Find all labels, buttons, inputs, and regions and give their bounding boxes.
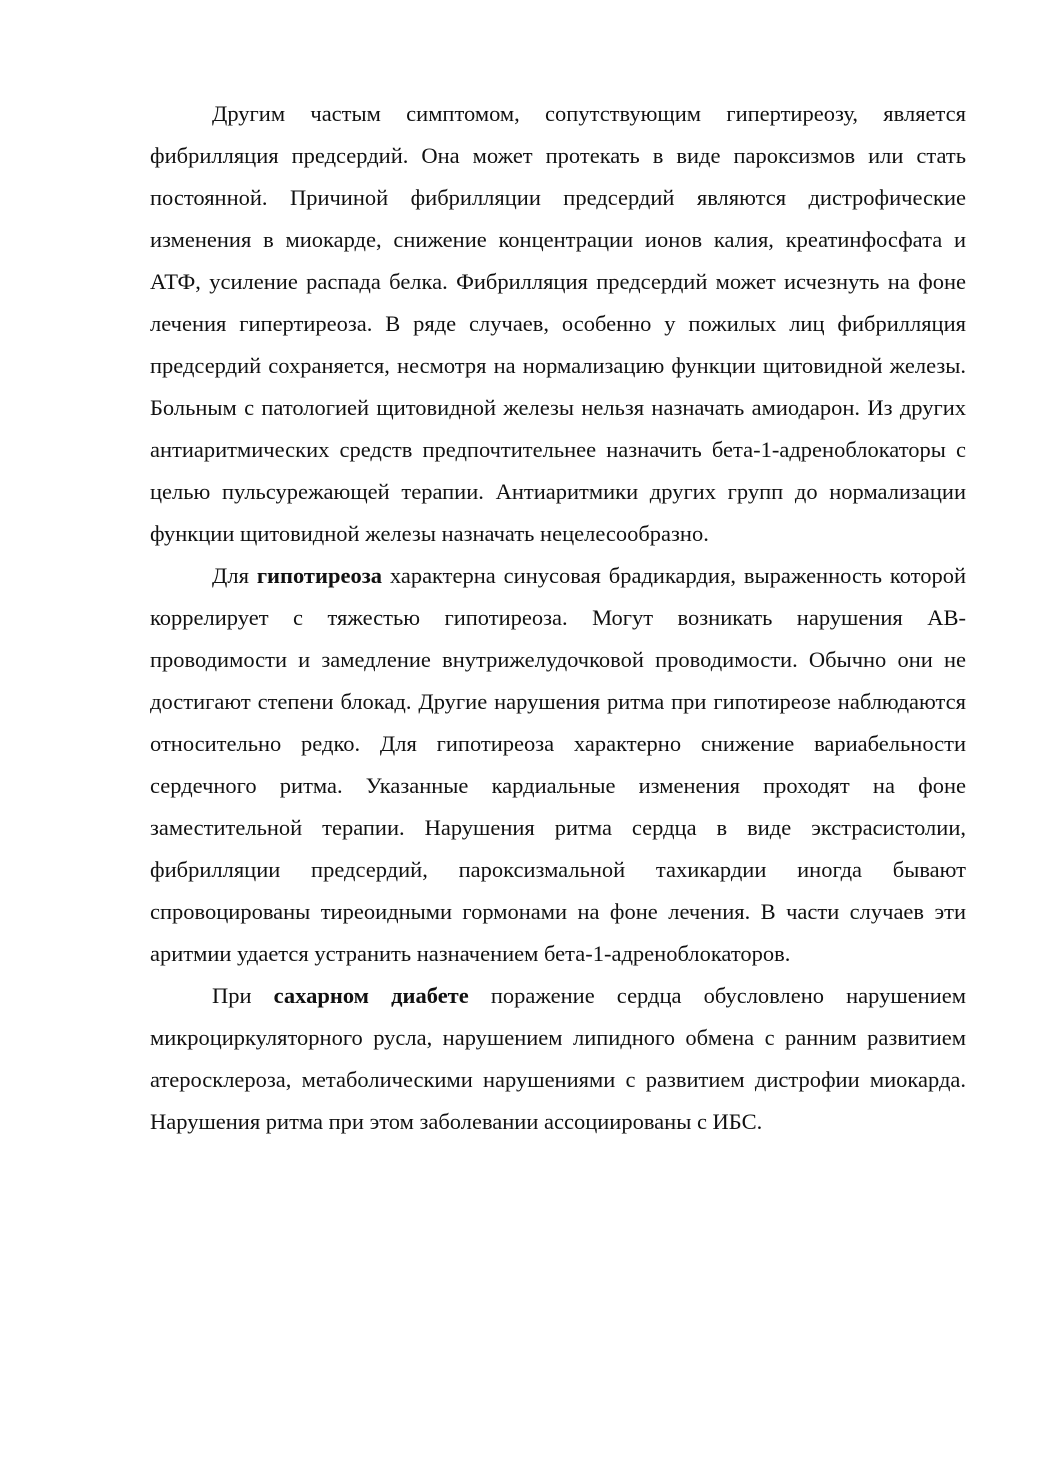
- paragraph-lead: При: [212, 983, 274, 1008]
- paragraph-hypothyroidism: [150, 555, 966, 975]
- paragraph-lead: Для: [212, 563, 257, 588]
- paragraph-diabetes: [150, 975, 966, 1143]
- bold-term-hypothyroidism: гипотиреоза: [256, 563, 382, 588]
- document-page: [150, 93, 966, 1143]
- paragraph-body: характерна синусовая брадикардия, выраженность которой коррелирует с тяжестью гипотиреоза. Могут возникать нарушения АВ-проводимости и замедление внутрижелудочковой проводимости. Обычно они не достигают степени блокад. Другие нарушения ритма при гипотиреозе наблюдаются относительно редко. Для гипотиреоза характерно снижение вариабельности сердечного ритма. Указанные кардиальные изменения проходят на фоне заместительной терапии. Нарушения ритма сердца в виде экстрасистолии, фибрилляции предсердий, пароксизмальной тахикардии иногда бывают спровоцированы тиреоидными гормонами на фоне лечения. В части случаев эти аритмии удается устранить назначением бета-1-адреноблокаторов.: [150, 563, 966, 966]
- paragraph-hyperthyroidism: Другим частым симптомом, сопутствующим гипертиреозу, является фибрилляция предсердий. Она может протекать в виде пароксизмов или стать постоянной. Причиной фибрилляции предсердий являются дистрофические изменения в миокарде, снижение концентрации ионов калия, креатинфосфата и АТФ, усиление распада белка. Фибрилляция предсердий может исчезнуть на фоне лечения гипертиреоза. В ряде случаев, особенно у пожилых лиц фибрилляция предсердий сохраняется, несмотря на нормализацию функции щитовидной железы. Больным с патологией щитовидной железы нельзя назначать амиодарон. Из других антиаритмических средств предпочтительнее назначить бета-1-адреноблокаторы с целью пульсурежающей терапии. Антиаритмики других групп до нормализации функции щитовидной железы назначать нецелесообразно.: [150, 101, 966, 546]
- paragraph-body: поражение сердца обусловлено нарушением микроциркуляторного русла, нарушением липидного обмена с ранним развитием атеросклероза, метаболическими нарушениями с развитием дистрофии миокарда. Нарушения ритма при этом заболевании ассоциированы с ИБС.: [150, 983, 966, 1134]
- bold-term-diabetes: сахарном диабете: [273, 983, 469, 1008]
